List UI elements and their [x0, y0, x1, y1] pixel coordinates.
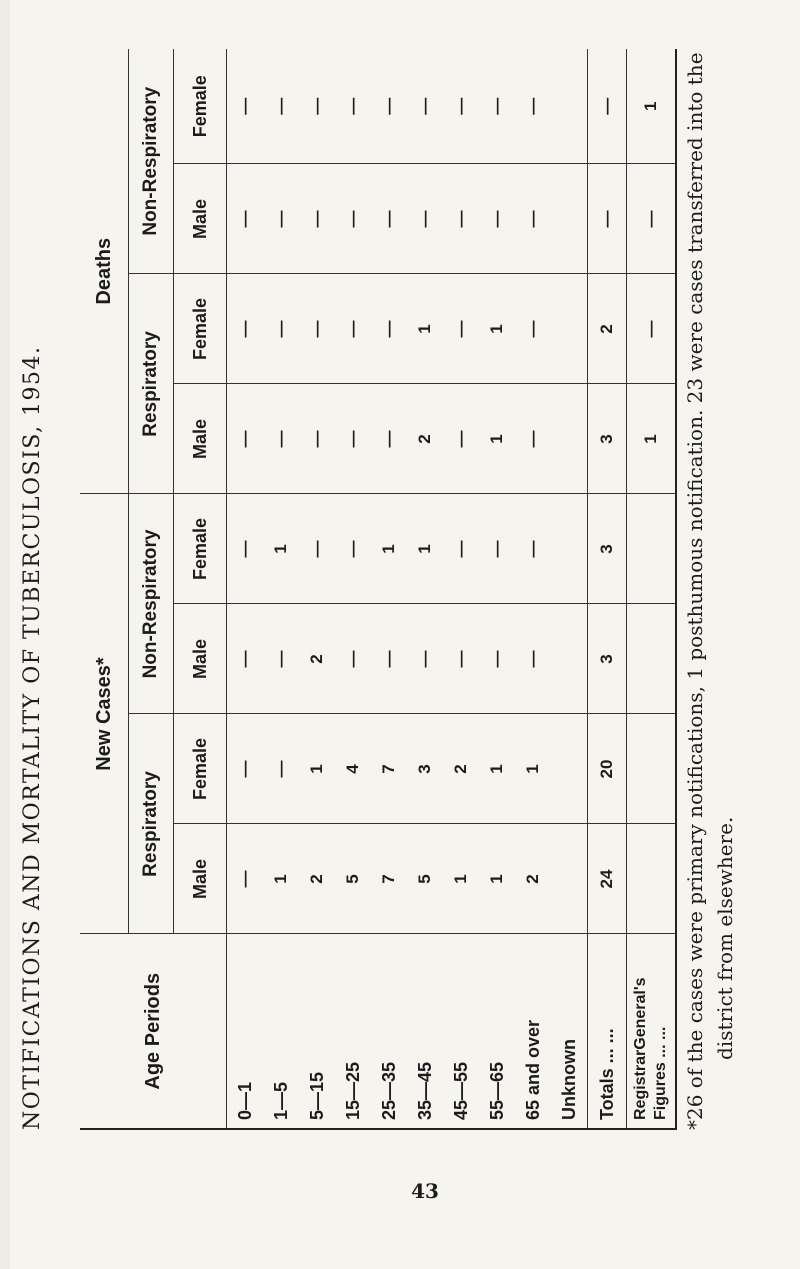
table-row — [551, 49, 588, 1129]
totals-row — [588, 49, 627, 1129]
tuberculosis-table — [80, 49, 677, 1130]
value-cell: — — [515, 604, 551, 714]
value-cell: 1 — [371, 494, 407, 604]
value-cell: — — [515, 164, 551, 274]
value-cell: — — [299, 49, 335, 164]
value-cell: — — [443, 274, 479, 384]
value-cell: — — [335, 494, 371, 604]
value-cell: 5 — [407, 824, 443, 934]
value-cell — [551, 824, 588, 934]
age-cell: 0—1 — [227, 934, 264, 1129]
male-header: Male — [174, 824, 227, 934]
value-cell: 5 — [335, 824, 371, 934]
value-cell: — — [443, 164, 479, 274]
value-cell: — — [299, 164, 335, 274]
value-cell: 3 — [407, 714, 443, 824]
footnote — [680, 50, 740, 1130]
table-row — [407, 49, 443, 1129]
value-cell — [551, 604, 588, 714]
value-cell: — — [515, 274, 551, 384]
total-cell: — — [588, 49, 627, 164]
value-cell: — — [227, 824, 264, 934]
table-row — [227, 49, 264, 1129]
value-cell: 1 — [299, 714, 335, 824]
value-cell: — — [263, 274, 299, 384]
value-cell: — — [407, 49, 443, 164]
value-cell: 7 — [371, 714, 407, 824]
value-cell: — — [263, 604, 299, 714]
value-cell: — — [515, 49, 551, 164]
registrar-cell: 1 — [627, 49, 677, 164]
registrar-cell — [627, 604, 677, 714]
value-cell: — — [299, 274, 335, 384]
value-cell — [551, 714, 588, 824]
value-cell: 2 — [515, 824, 551, 934]
registrar-cell — [627, 714, 677, 824]
age-cell: 45—55 — [443, 934, 479, 1129]
table-row — [335, 49, 371, 1129]
value-cell: 1 — [479, 824, 515, 934]
value-cell: — — [479, 49, 515, 164]
table-row — [299, 49, 335, 1129]
page-number: 43 — [411, 1179, 439, 1204]
age-cell: 25—35 — [371, 934, 407, 1129]
registrar-cell: — — [627, 164, 677, 274]
new-non-respiratory-header: Non-Respiratory — [129, 494, 174, 714]
value-cell: — — [335, 49, 371, 164]
male-header: Male — [174, 384, 227, 494]
value-cell: 1 — [479, 714, 515, 824]
value-cell: 2 — [299, 604, 335, 714]
value-cell: — — [227, 604, 264, 714]
value-cell: — — [227, 494, 264, 604]
value-cell: — — [371, 49, 407, 164]
table-row — [443, 49, 479, 1129]
age-cell: Unknown — [551, 934, 588, 1129]
value-cell: — — [263, 49, 299, 164]
value-cell: — — [299, 494, 335, 604]
value-cell: 2 — [299, 824, 335, 934]
total-cell: 3 — [588, 384, 627, 494]
value-cell: — — [263, 384, 299, 494]
value-cell: — — [263, 164, 299, 274]
new-respiratory-header: Respiratory — [129, 714, 174, 934]
value-cell: 1 — [407, 494, 443, 604]
value-cell — [551, 49, 588, 164]
value-cell: — — [335, 604, 371, 714]
value-cell: 1 — [263, 824, 299, 934]
value-cell — [551, 274, 588, 384]
female-header: Female — [174, 274, 227, 384]
value-cell: — — [371, 384, 407, 494]
value-cell: — — [227, 274, 264, 384]
value-cell: — — [371, 604, 407, 714]
registrar-cell — [627, 824, 677, 934]
total-cell: — — [588, 164, 627, 274]
age-cell: 65 and over — [515, 934, 551, 1129]
female-header: Female — [174, 49, 227, 164]
table-row — [263, 49, 299, 1129]
total-cell: 20 — [588, 714, 627, 824]
total-cell: 3 — [588, 604, 627, 714]
age-cell: 1—5 — [263, 934, 299, 1129]
value-cell: — — [371, 164, 407, 274]
value-cell: — — [335, 274, 371, 384]
value-cell: 2 — [443, 714, 479, 824]
female-header: Female — [174, 494, 227, 604]
value-cell: 1 — [407, 274, 443, 384]
value-cell: — — [443, 49, 479, 164]
total-cell: 3 — [588, 494, 627, 604]
age-cell: 35—45 — [407, 934, 443, 1129]
value-cell: — — [407, 604, 443, 714]
value-cell — [551, 384, 588, 494]
age-cell: 5—15 — [299, 934, 335, 1129]
value-cell: 1 — [479, 384, 515, 494]
value-cell: — — [227, 384, 264, 494]
footnote-line: *26 of the cases were primary notifications, 1 posthumous notification. 23 were cases transferred into the — [683, 52, 707, 1130]
age-periods-header: Age Periods — [80, 934, 227, 1129]
value-cell: 1 — [443, 824, 479, 934]
value-cell: — — [515, 384, 551, 494]
total-cell: 24 — [588, 824, 627, 934]
value-cell: 4 — [335, 714, 371, 824]
value-cell: — — [371, 274, 407, 384]
value-cell: — — [227, 49, 264, 164]
registrar-cell: 1 — [627, 384, 677, 494]
death-non-respiratory-header: Non-Respiratory — [129, 49, 174, 274]
male-header: Male — [174, 604, 227, 714]
value-cell: — — [227, 714, 264, 824]
value-cell — [551, 164, 588, 274]
death-respiratory-header: Respiratory — [129, 274, 174, 494]
value-cell: — — [335, 384, 371, 494]
registrar-cell: — — [627, 274, 677, 384]
value-cell: 1 — [263, 494, 299, 604]
value-cell: — — [443, 604, 479, 714]
female-header: Female — [174, 714, 227, 824]
value-cell: — — [299, 384, 335, 494]
footnote-line: district from elsewhere. — [713, 816, 737, 1060]
value-cell: — — [335, 164, 371, 274]
value-cell: — — [407, 164, 443, 274]
value-cell: 7 — [371, 824, 407, 934]
value-cell: — — [443, 384, 479, 494]
table-row — [479, 49, 515, 1129]
deaths-header: Deaths — [80, 49, 129, 494]
value-cell: 1 — [479, 274, 515, 384]
value-cell: — — [263, 714, 299, 824]
value-cell: — — [515, 494, 551, 604]
registrar-row — [627, 49, 677, 1129]
value-cell: — — [479, 164, 515, 274]
age-cell: 55—65 — [479, 934, 515, 1129]
value-cell: 2 — [407, 384, 443, 494]
value-cell — [551, 494, 588, 604]
value-cell: — — [479, 604, 515, 714]
totals-label: Totals ... ... — [588, 934, 627, 1129]
value-cell: 1 — [515, 714, 551, 824]
registrar-label: RegistrarGeneral's Figures ... ... — [627, 934, 677, 1129]
value-cell: — — [227, 164, 264, 274]
registrar-cell — [627, 494, 677, 604]
table-row — [515, 49, 551, 1129]
new-cases-header: New Cases* — [80, 494, 129, 934]
total-cell: 2 — [588, 274, 627, 384]
value-cell: — — [443, 494, 479, 604]
age-cell: 15—25 — [335, 934, 371, 1129]
table-row — [371, 49, 407, 1129]
male-header: Male — [174, 164, 227, 274]
rotated-page-content — [20, 50, 780, 1204]
value-cell: — — [479, 494, 515, 604]
page-title: NOTIFICATIONS AND MORTALITY OF TUBERCULOSIS, 1954. — [20, 345, 45, 1130]
